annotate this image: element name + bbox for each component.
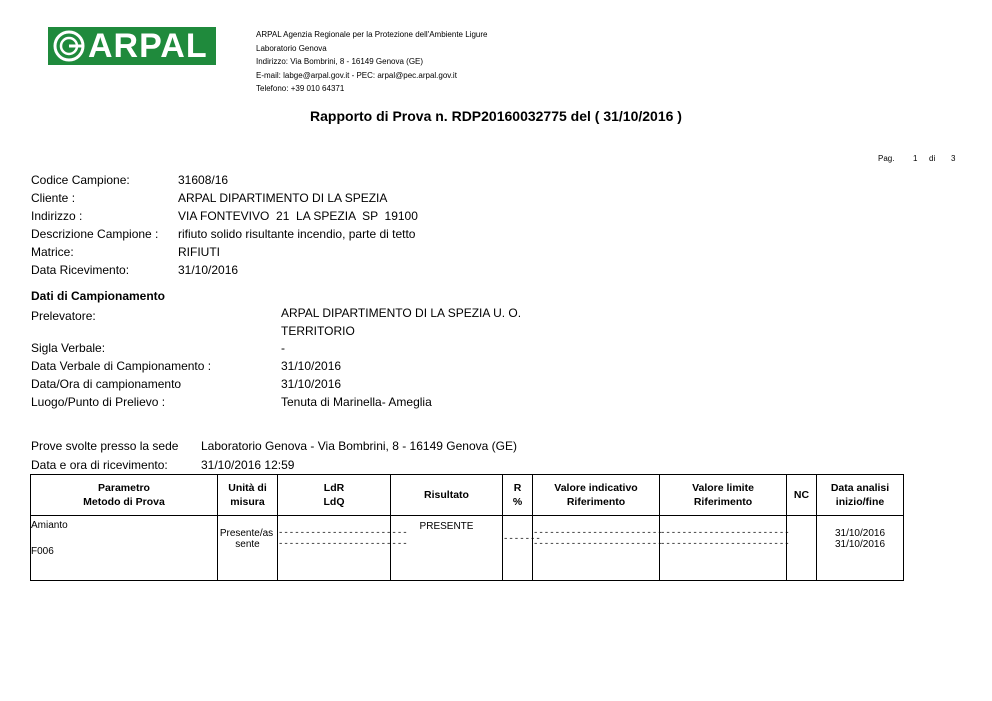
field-label: Data Verbale di Campionamento :	[31, 359, 212, 373]
page-label: Pag.	[878, 154, 895, 163]
field-label: Luogo/Punto di Prelievo :	[31, 395, 166, 409]
cell-nc	[787, 516, 817, 581]
field-label: Codice Campione:	[31, 173, 130, 187]
page-current: 1	[913, 154, 918, 163]
table-row	[31, 516, 904, 581]
cell-risultato: PRESENTE	[391, 516, 503, 581]
field-label: Matrice:	[31, 245, 74, 259]
prove-label: Prove svolte presso la sede	[31, 439, 179, 453]
sample-values	[178, 171, 418, 279]
field-value: ARPAL DIPARTIMENTO DI LA SPEZIA	[178, 191, 388, 205]
field-label: Data Ricevimento:	[31, 263, 130, 277]
header-line: E-mail: labge@arpal.gov.it - PEC: arpal@pec.arpal.gov.it	[256, 70, 457, 80]
page-total: 3	[951, 154, 956, 163]
cell-valore-limite: ------------------------ ------------------------	[660, 516, 787, 581]
field-label: Cliente :	[31, 191, 76, 205]
field-value: rifiuto solido risultante incendio, parte di tetto	[178, 227, 416, 241]
cell-unita: Presente/as sente	[218, 516, 278, 581]
arpal-logo-icon	[52, 29, 86, 63]
field-value: 31/10/2016	[281, 359, 342, 373]
logo-text: ARPAL	[88, 27, 208, 65]
parametro-name: Amianto	[31, 520, 68, 531]
col-unita: Unità di misura	[218, 475, 278, 516]
field-value: -	[281, 341, 285, 355]
cell-valore-indicativo: ------------------------ ------------------------	[533, 516, 660, 581]
cell-r: -------	[503, 516, 533, 581]
table-header-row	[31, 475, 904, 516]
field-value: 31/10/2016	[178, 263, 239, 277]
prove-value: Laboratorio Genova - Via Bombrini, 8 - 16149 Genova (GE)	[201, 439, 517, 453]
field-label: Sigla Verbale:	[31, 341, 106, 355]
cell-ldr: ------------------------ ------------------------	[278, 516, 391, 581]
results-table	[30, 474, 904, 581]
metodo-code: F006	[31, 546, 54, 557]
field-value: RIFIUTI	[178, 245, 220, 259]
header-line: Laboratorio Genova	[256, 43, 327, 53]
ricevimento-value: 31/10/2016 12:59	[201, 458, 295, 472]
report-title: Rapporto di Prova n. RDP20160032775 del ( 31/10/2016 )	[310, 108, 682, 124]
field-value: Tenuta di Marinella- Ameglia	[281, 395, 432, 409]
lab-header	[256, 28, 487, 96]
cell-parametro	[31, 516, 218, 581]
col-parametro: Parametro Metodo di Prova	[31, 475, 218, 516]
sampling-values	[281, 339, 432, 411]
prelevatore-value	[281, 304, 521, 340]
col-valore-limite: Valore limite Riferimento	[660, 475, 787, 516]
header-line: Indirizzo: Via Bombrini, 8 - 16149 Genova (GE)	[256, 57, 424, 66]
col-nc: NC	[787, 475, 817, 516]
col-r: R %	[503, 475, 533, 516]
header-line: ARPAL Agenzia Regionale per la Protezione dell'Ambiente Ligure	[256, 30, 488, 39]
sampling-heading: Dati di Campionamento	[31, 289, 166, 303]
arpal-logo	[48, 27, 216, 65]
field-value: 31/10/2016	[281, 377, 342, 391]
field-label: Data/Ora di campionamento	[31, 377, 182, 391]
header-line: Telefono: +39 010 64371	[256, 84, 345, 93]
prelevatore-line: ARPAL DIPARTIMENTO DI LA SPEZIA U. O.	[281, 306, 522, 320]
col-ldr: LdR LdQ	[278, 475, 391, 516]
prelevatore-label: Prelevatore:	[31, 309, 96, 323]
ricevimento-label: Data e ora di ricevimento:	[31, 458, 168, 472]
field-label: Indirizzo :	[31, 209, 83, 223]
prelevatore-line: TERRITORIO	[281, 324, 355, 338]
field-value: 31608/16	[178, 173, 229, 187]
col-data-analisi: Data analisi inizio/fine	[817, 475, 904, 516]
sampling-labels	[31, 339, 211, 411]
field-value: VIA FONTEVIVO 21 LA SPEZIA SP 19100	[178, 209, 418, 223]
field-label: Descrizione Campione :	[31, 227, 159, 241]
col-risultato: Risultato	[391, 475, 503, 516]
sample-labels	[31, 171, 158, 279]
page-of-label: di	[929, 154, 936, 163]
col-valore-indicativo: Valore indicativo Riferimento	[533, 475, 660, 516]
cell-data-analisi: 31/10/2016 31/10/2016	[817, 516, 904, 581]
